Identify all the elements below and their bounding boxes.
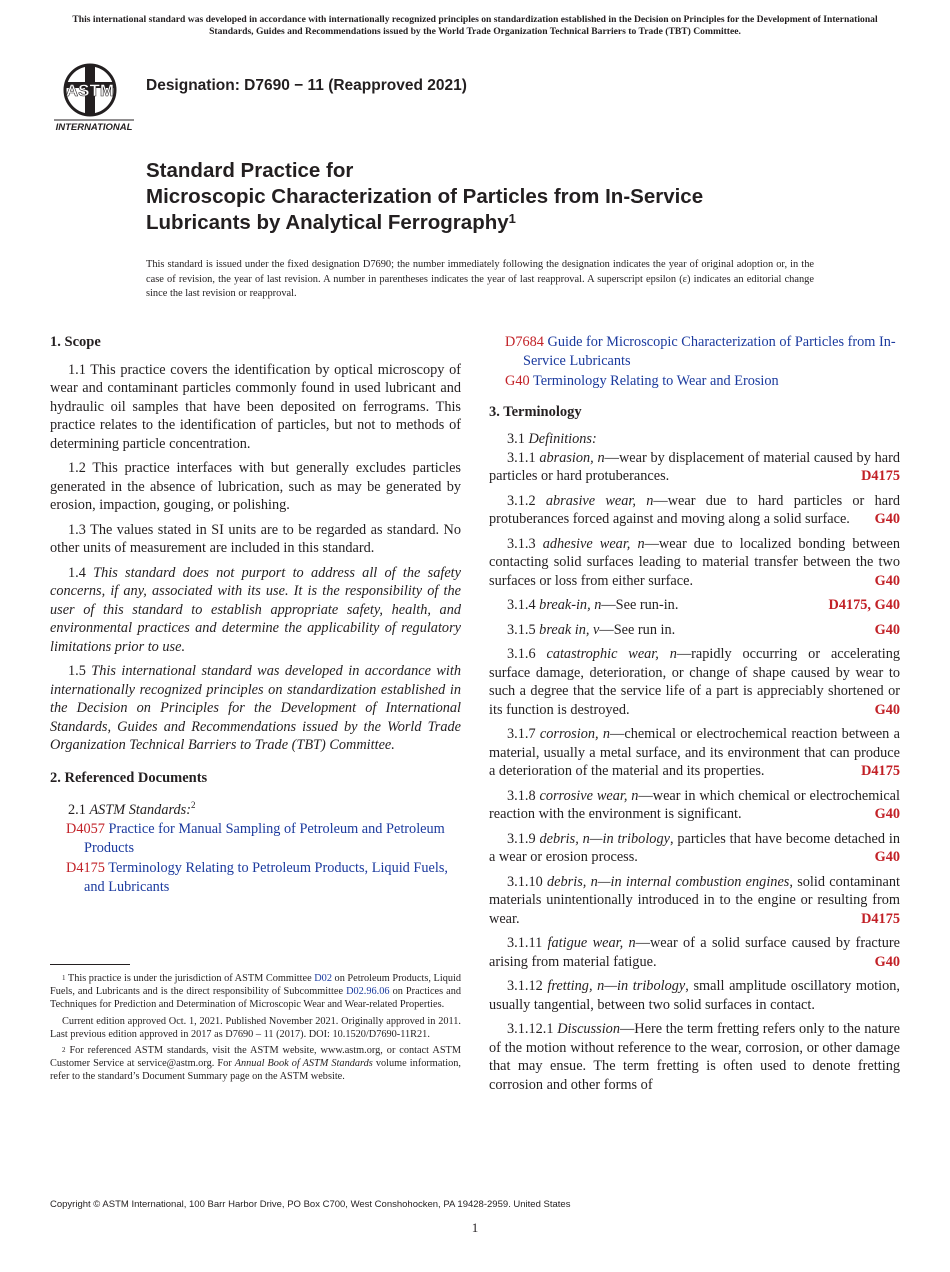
title-line-1: Standard Practice for	[146, 159, 354, 182]
astm-logo-icon	[52, 60, 136, 134]
paragraph-1-2: 1.2 This practice interfaces with but generally excludes particles generated in the absence of lubrication, such as may be generated by erosion, impaction, gouging, or polishing.	[50, 460, 461, 513]
title-line-3: Lubricants by Analytical Ferrography$^1$	[146, 211, 516, 234]
paragraph-1-4: 1.4 This standard does not purport to address all of the safety concerns, if any, associated with its use. It is the responsibility of the user of this standard to establish appropriate safety, health, and environmental practices and determine the applicability of regulatory limitations prior to use.	[50, 564, 461, 655]
term-source-code[interactable]: D4175	[861, 468, 900, 484]
reference-g40[interactable]: G40 Terminology Relating to Wear and Erosion	[505, 373, 779, 389]
svg-text:INTERNATIONAL: INTERNATIONAL	[55, 122, 133, 133]
section-3-heading: 3. Terminology	[489, 403, 582, 420]
reference-d4057[interactable]: D4057 Practice for Manual Sampling of Petroleum and Petroleum Products	[66, 821, 445, 856]
footnotes	[50, 972, 461, 1087]
term-source-code[interactable]: D4175	[861, 763, 900, 779]
term-catastrophic-wear: 3.1.6 catastrophic wear, n—rapidly occurring or accelerating surface damage, deterioration, or change of shape caused by wear to such a degree that the service life of a part is appreciably shortened or its function is destroyed. G40	[489, 646, 900, 718]
left-column	[50, 333, 461, 898]
footnote-1: $^1$ This practice is under the jurisdiction of ASTM Committee D02 on Petroleum Products, Liquid Fuels, and Lubricants and is the direct responsibility of Subcommittee D02.96.06 on Practices and Techniques for Prediction and Determination of Microscopic Wear and Wear-related Properties.	[50, 973, 461, 1011]
term-fretting-discussion: 3.1.12.1 Discussion—Here the term fretting refers only to the nature of the motion without reference to the wear, corrosion, or other damage that may ensue. The term fretting is often used to denote fretting corrosion and other forms of	[489, 1021, 900, 1093]
term-corrosive-wear: 3.1.8 corrosive wear, n—wear in which chemical or electrochemical reaction with the environment is significant. G40	[489, 787, 900, 822]
term-source-code[interactable]: G40	[874, 511, 900, 527]
term-corrosion: 3.1.7 corrosion, n—chemical or electrochemical reaction between a material, usually a metal surface, and its environment that can produce a deterioration of the material and its properties. D4175	[489, 726, 900, 779]
term-source-code[interactable]: D4175	[861, 910, 900, 927]
term-debris-tribology: 3.1.9 debris, n—in tribology, particles that have become detached in a wear or erosion process. G40	[489, 830, 900, 865]
term-abrasive-wear: 3.1.2 abrasive wear, n—wear due to hard particles or hard protuberances forced against and moving along a solid surface. G40	[489, 492, 900, 527]
section-2-heading: 2. Referenced Documents	[50, 769, 208, 786]
term-fretting: 3.1.12 fretting, n—in tribology, small amplitude oscillatory motion, usually tangential, between two solid surfaces in contact.	[489, 978, 900, 1013]
term-source-code[interactable]: G40	[874, 572, 900, 589]
section-1-heading: 1. Scope	[50, 334, 101, 350]
document-title	[146, 158, 846, 236]
paragraph-2-1: 2.1 ASTM Standards:$^2$	[68, 800, 196, 818]
paragraph-1-3: 1.3 The values stated in SI units are to be regarded as standard. No other units of measurement are included in this standard.	[50, 521, 461, 556]
link-d02-96-06[interactable]: D02.96.06	[346, 986, 390, 998]
title-footnote-mark: 1	[508, 211, 516, 226]
astm-logo	[52, 60, 136, 134]
term-source-code[interactable]: G40	[874, 953, 900, 970]
term-source-code[interactable]: G40	[874, 621, 900, 638]
reference-d7684[interactable]: D7684 Guide for Microscopic Characterization of Particles from In-Service Lubricants	[505, 334, 896, 369]
term-debris-engines: 3.1.10 debris, n—in internal combustion engines, solid contaminant materials unintentionally introduced in to the engine or resulting from wear. D4175	[489, 873, 900, 927]
copyright: Copyright © ASTM International, 100 Barr Harbor Drive, PO Box C700, West Conshohocken, PA 19428-2959. United States	[50, 1199, 571, 1210]
reference-d4175[interactable]: D4175 Terminology Relating to Petroleum Products, Liquid Fuels, and Lubricants	[66, 860, 448, 895]
development-notice: This international standard was developed in accordance with internationally recognized principles on standardization established in the Decision on Principles for the Development of International Standards, Guides and Recommendations issued by the World Trade Organization Technical Barriers to Trade (TBT) Committee.	[72, 14, 878, 37]
term-source-code[interactable]: G40	[874, 806, 900, 822]
link-d02[interactable]: D02	[314, 973, 332, 984]
page-number: 1	[471, 1220, 479, 1235]
paragraph-3-1: 3.1 Definitions:	[507, 431, 597, 447]
term-break-in-noun: 3.1.4 break-in, n—See run-in. D4175, G40	[507, 597, 900, 613]
paragraph-1-1: 1.1 This practice covers the identification by optical microscopy of wear and contaminant particles commonly found in used lubricant and hydraulic oil samples that have been deposited on ferrograms. This practice relates to the identification of particles, but not to methods of determining particle concentration.	[50, 361, 461, 452]
svg-text:ASTM: ASTM	[65, 81, 115, 100]
term-abrasion: 3.1.1 abrasion, n—wear by displacement of material caused by hard particles or hard protuberances. D4175	[489, 449, 900, 484]
title-line-2: Microscopic Characterization of Particles from In-Service	[146, 185, 704, 208]
footnote-rule	[50, 964, 130, 965]
footnote-edition: Current edition approved Oct. 1, 2021. Published November 2021. Originally approved in 2011. Last previous edition approved in 2017 as D7690 – 11 (2017). DOI: 10.1520/D7690-11R21.	[50, 1015, 461, 1040]
term-source-code[interactable]: G40	[874, 701, 900, 718]
footnote-2: $^2$ For referenced ASTM standards, visit the ASTM website, www.astm.org, or contact ASTM Customer Service at service@astm.org. For Annual Book of ASTM Standards volume information, refer to the standard’s Document Summary page on the ASTM website.	[50, 1045, 462, 1083]
paragraph-1-5: 1.5 This international standard was developed in accordance with internationally recognized principles on standardization established in the Decision on Principles for the Development of International Standards, Guides and Recommendations issued by the World Trade Organization Technical Barriers to Trade (TBT) Committee.	[50, 663, 461, 753]
term-adhesive-wear: 3.1.3 adhesive wear, n—wear due to localized bonding between contacting solid surfaces leading to material transfer between the two surfaces or loss from either surface. G40	[489, 535, 900, 589]
issue-note: This standard is issued under the fixed designation D7690; the number immediately following the designation indicates the year of original adoption or, in the case of revision, the year of last revision. A number in parentheses indicates the year of last reapproval. A superscript epsilon (ε) indicates an editorial change since the last revision or reapproval.	[146, 259, 814, 299]
term-source-code[interactable]: D4175, G40	[828, 597, 900, 613]
designation: Designation: D7690 − 11 (Reapproved 2021)	[146, 77, 467, 94]
term-fatigue-wear: 3.1.11 fatigue wear, n—wear of a solid surface caused by fracture arising from material fatigue. G40	[489, 935, 900, 970]
term-break-in-verb: 3.1.5 break in, v—See run in. G40	[507, 621, 900, 638]
right-column	[489, 333, 900, 1100]
term-source-code[interactable]: G40	[874, 849, 900, 865]
